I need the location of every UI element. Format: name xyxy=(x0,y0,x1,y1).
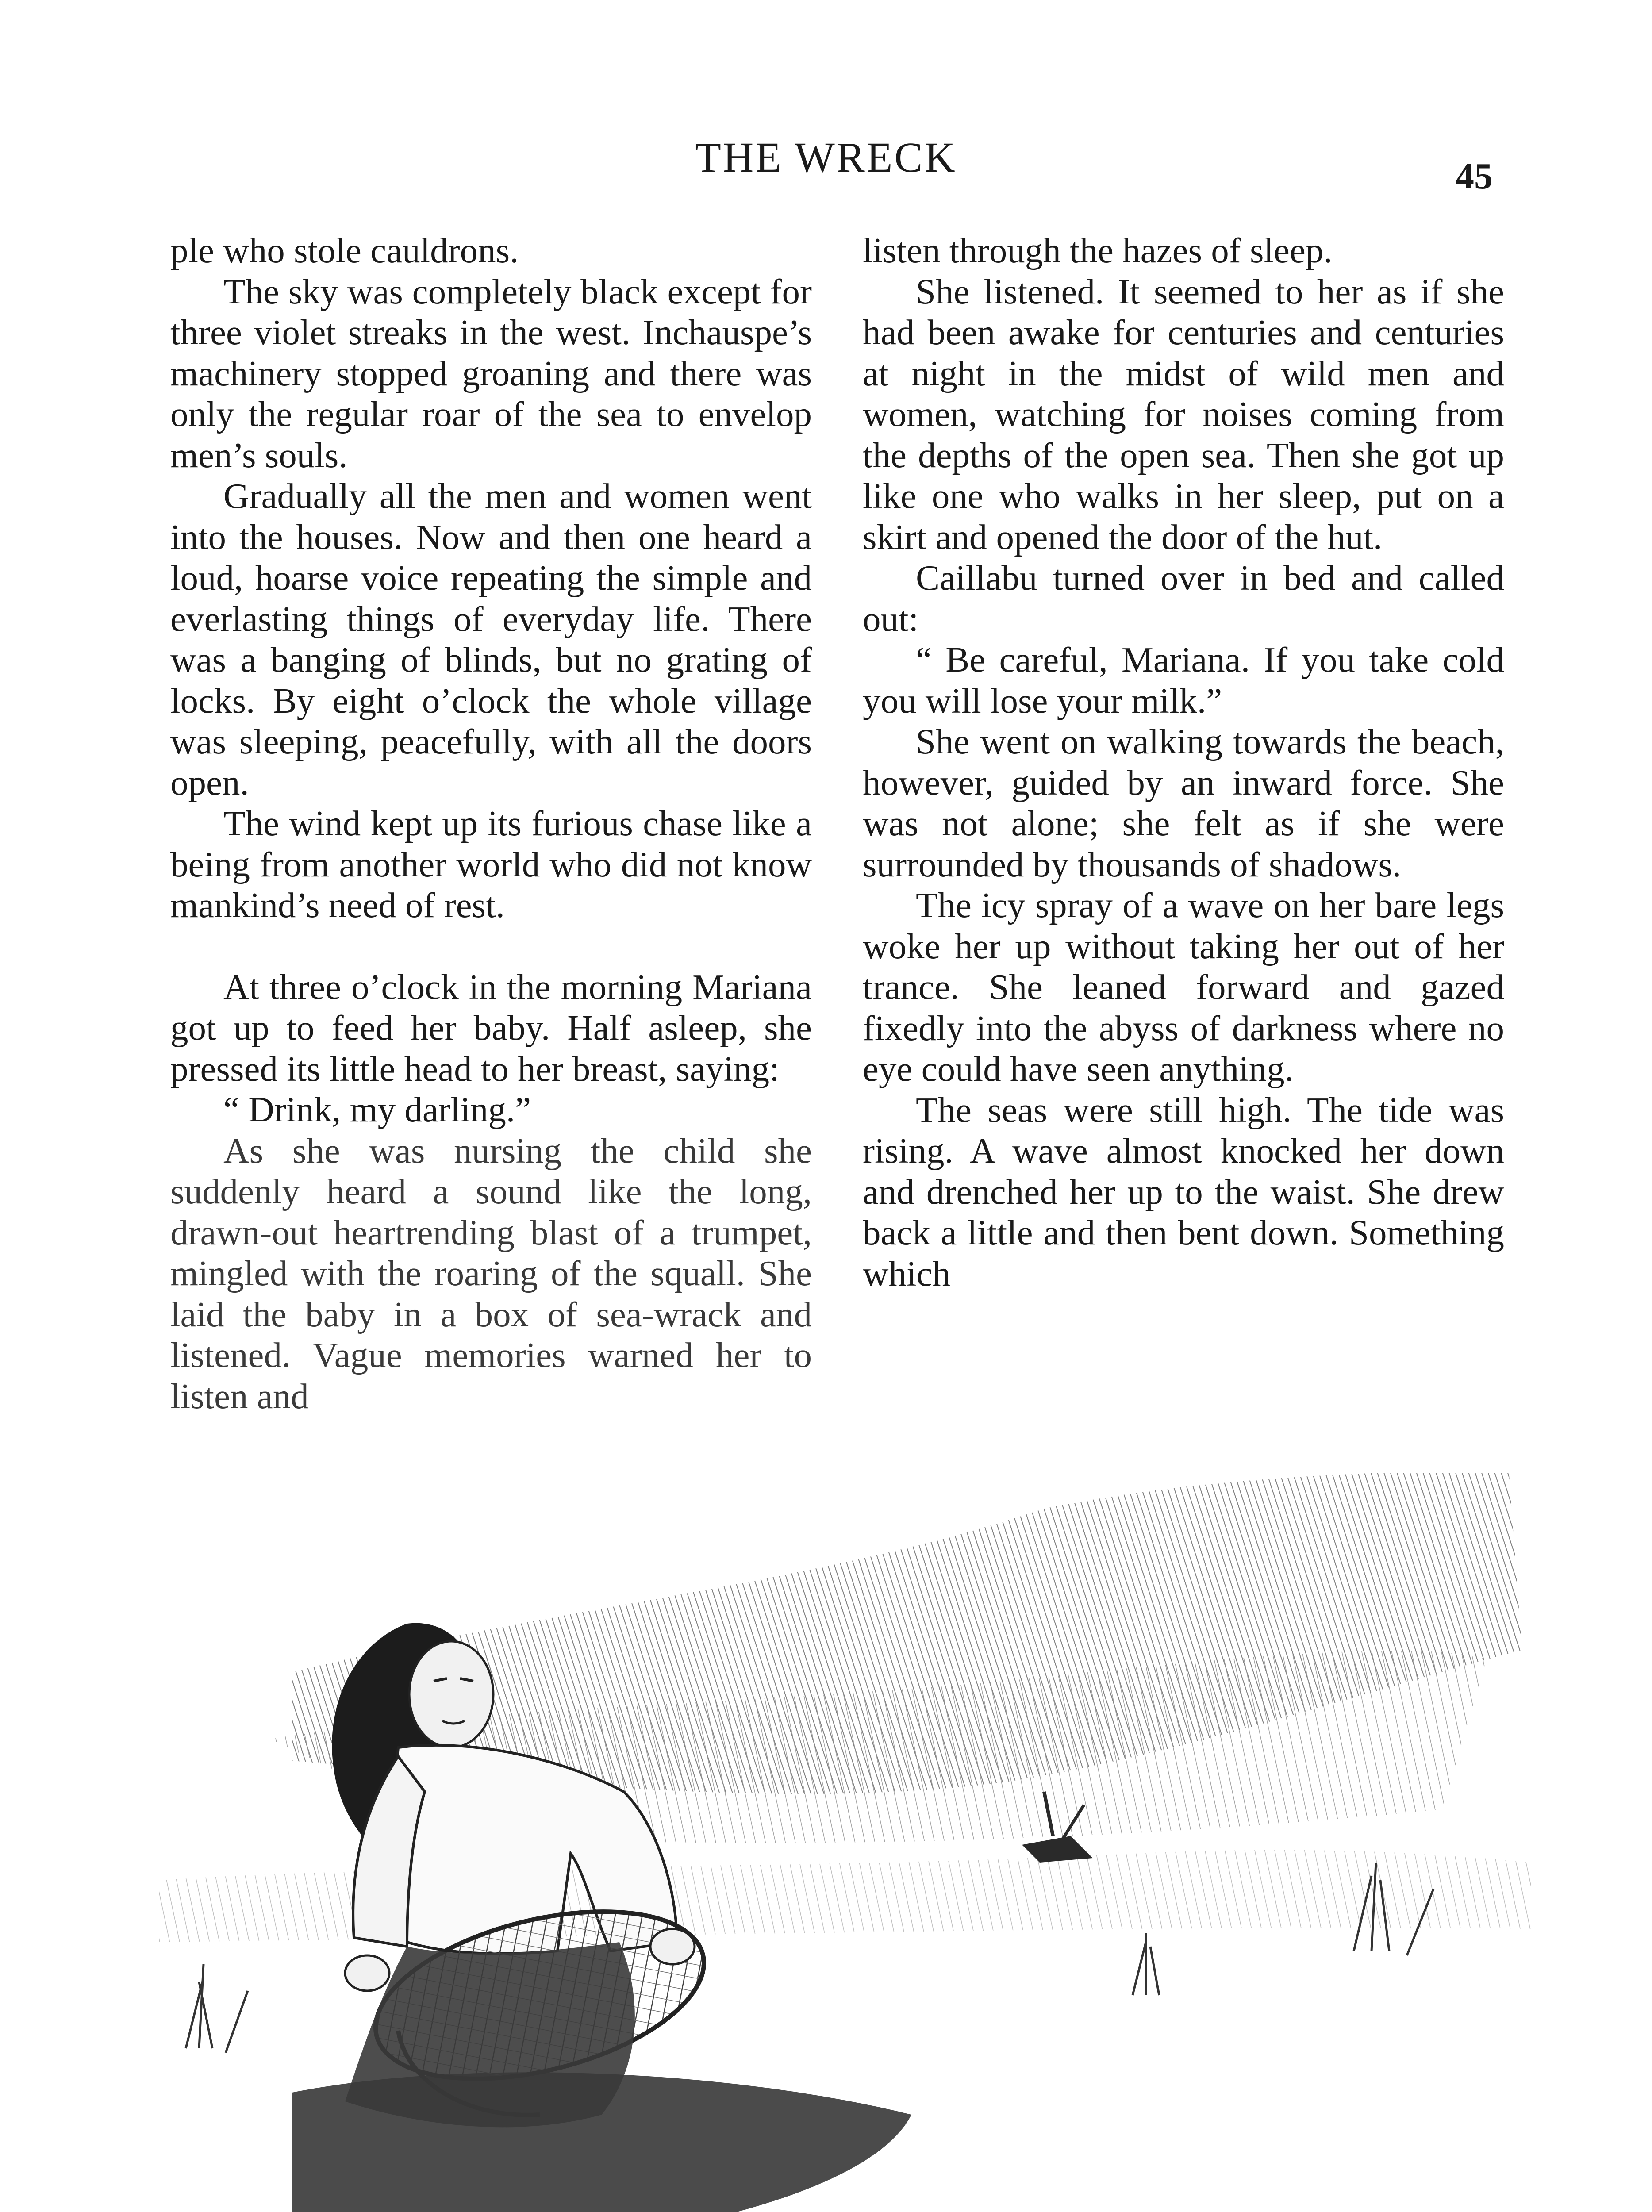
paragraph: She listened. It seemed to her as if she had been awake for centuries and centuries at night in the midst of wild men and women, watching for noises coming from the depths of the open sea. Then she got up like one who walks in her sleep, put on a skirt and opened the door of the hut. xyxy=(863,271,1504,557)
paragraph: ple who stole cauldrons. xyxy=(170,230,519,270)
paragraph: Caillabu turned over in bed and called out: xyxy=(863,558,1504,639)
right-text-column xyxy=(863,230,1504,1294)
paragraph: “ Drink, my darling.” xyxy=(223,1090,531,1129)
left-text-column xyxy=(170,230,812,1417)
paragraph: The seas were still high. The tide was rising. A wave almost knocked her down and drenched her up to the waist. She drew back a little and then bent down. Something which xyxy=(863,1090,1504,1294)
paragraph: listen through the hazes of sleep. xyxy=(863,230,1333,270)
woman-with-basket-on-shore-illustration xyxy=(159,1473,1531,2212)
paragraph: The sky was completely black except for three violet streaks in the west. Inchauspe’s machinery stopped groaning and there was only the regular roar of the sea to envelop men’s souls. xyxy=(170,271,812,475)
paragraph: Gradually all the men and women went into the houses. Now and then one heard a loud, hoarse voice repeating the simple and everlasting things of everyday life. There was a banging of blinds, but no grating of locks. By eight o’clock the whole village was sleeping, peacefully, with all the doors open. xyxy=(170,476,812,803)
paragraph: She went on walking towards the beach, however, guided by an inward force. She was not alone; she felt as if she were surrounded by thousands of shadows. xyxy=(863,722,1504,884)
page-number: 45 xyxy=(1456,156,1493,197)
paragraph: At three o’clock in the morning Mariana got up to feed her baby. Half asleep, she pressed its little head to her breast, saying: xyxy=(170,967,812,1089)
paragraph: As she was nursing the child she suddenly heard a sound like the long, drawn-out heartrending blast of a trumpet, mingled with the roaring of the squall. She laid the baby in a box of sea-wrack and listened. Vague memories warned her to listen and xyxy=(170,1130,812,1416)
paragraph: The icy spray of a wave on her bare legs woke her up without taking her out of her trance. She leaned forward and gazed fixedly into the abyss of darkness where no eye could have seen anything. xyxy=(863,885,1504,1089)
paragraph: “ Be careful, Mariana. If you take cold you will lose your milk.” xyxy=(863,640,1504,721)
running-title: THE WRECK xyxy=(695,134,957,181)
paragraph: The wind kept up its furious chase like a being from another world who did not know mankind’s need of rest. xyxy=(170,803,812,925)
section-break xyxy=(170,926,812,967)
